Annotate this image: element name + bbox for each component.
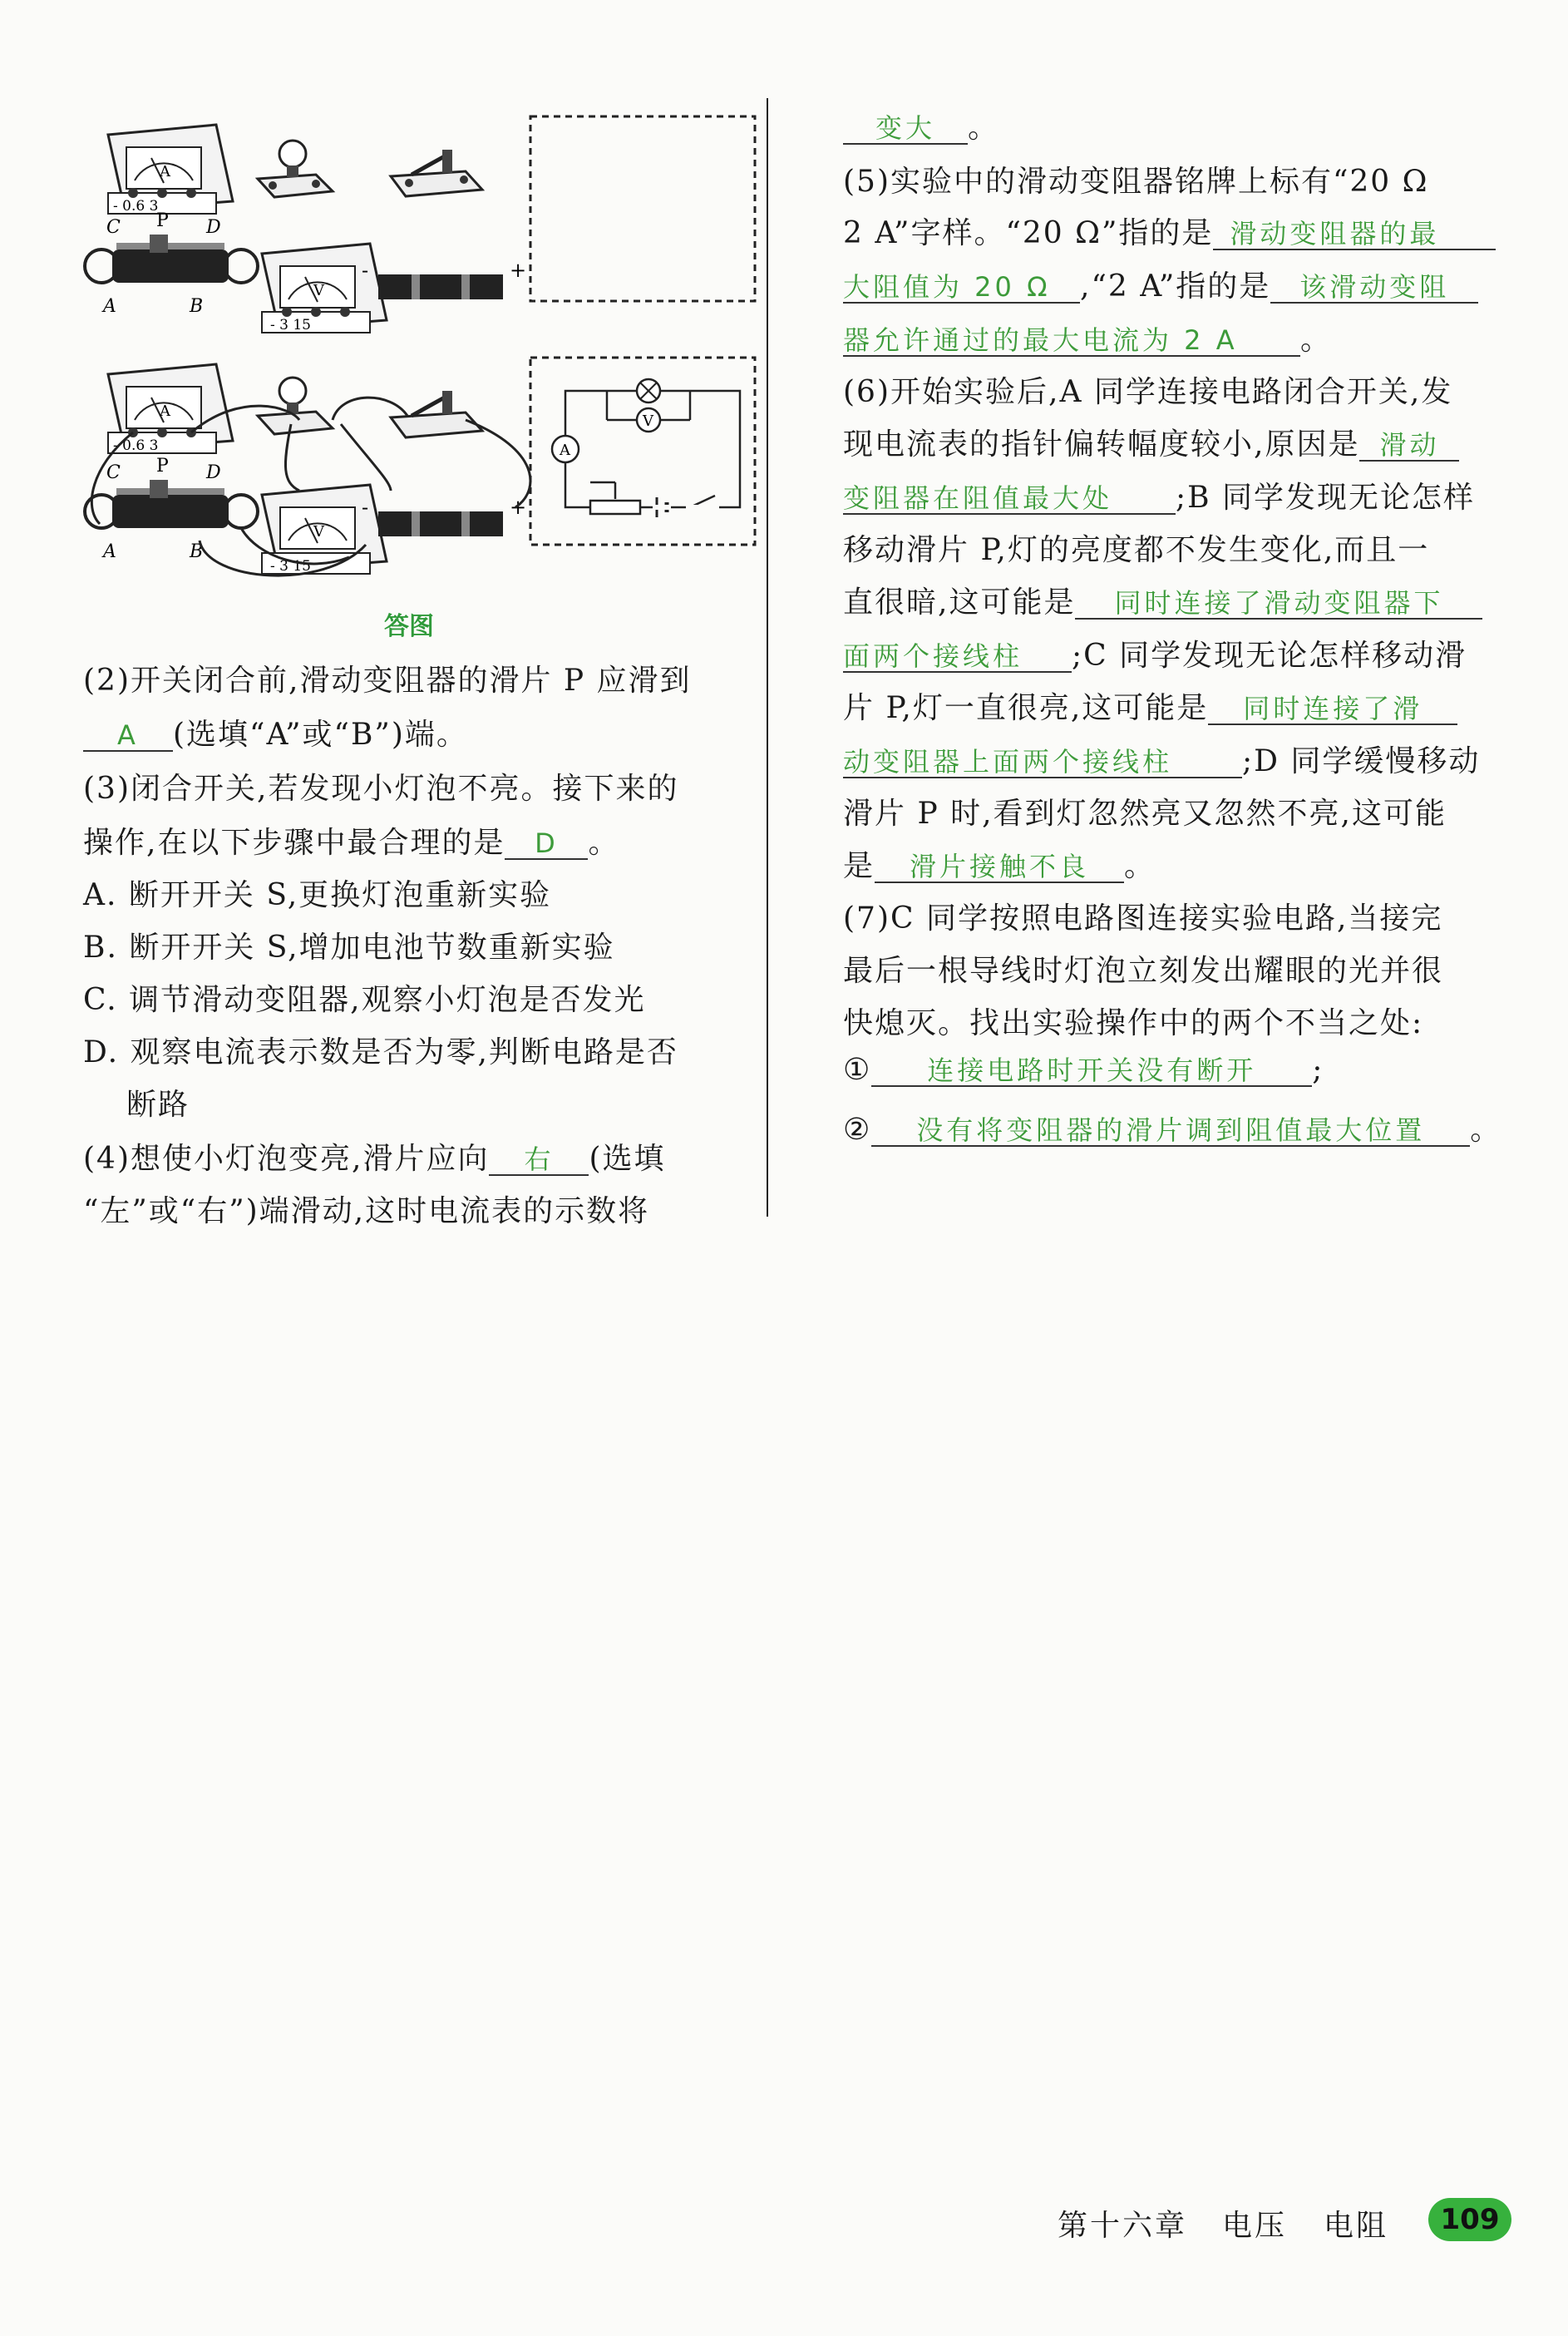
option-c: C. 调节滑动变阻器,观察小灯泡是否发光 xyxy=(83,983,646,1017)
rheostat-bottom xyxy=(85,456,258,562)
dashed-box-top xyxy=(530,116,755,301)
q2-answer: A xyxy=(83,722,173,752)
q6-line8: 动变阻器上面两个接线柱 ;D 同学缓慢移动 xyxy=(843,744,1481,778)
q6-line2: 现电流表的指针偏转幅度较小,原因是 滑动 xyxy=(843,421,1459,463)
voltmeter-top xyxy=(262,244,387,333)
svg-text:-: - xyxy=(362,496,369,519)
q5-answer2a: 该滑动变阻 xyxy=(1270,274,1478,304)
q6-line3: 变阻器在阻值最大处 ;B 同学发现无论怎样 xyxy=(843,481,1476,515)
ammeter-letter: A xyxy=(160,163,170,180)
svg-text:V: V xyxy=(313,523,324,541)
svg-text:-: - xyxy=(362,259,369,282)
figure-caption: 答图 xyxy=(384,612,434,641)
ammeter-bottom xyxy=(108,364,233,454)
q4-line2: “左”或“右”)端滑动,这时电流表的示数将 xyxy=(83,1194,650,1228)
q4-line1: (4)想使小灯泡变亮,滑片应向 右 (选填 xyxy=(83,1142,666,1176)
svg-text:B: B xyxy=(190,296,204,317)
q3-line1: (3)闭合开关,若发现小灯泡不亮。接下来的 xyxy=(83,772,679,806)
q2-line2: A (选填“A”或“B”)端。 xyxy=(83,711,468,753)
q6-answer3a: 同时连接了滑 xyxy=(1208,695,1457,725)
q5-line4: 器允许通过的最大电流为 2 A 。 xyxy=(843,323,1333,357)
ammeter-scale: - 0.6 3 xyxy=(113,198,159,215)
svg-text:A: A xyxy=(560,442,570,459)
q7-answer2: 没有将变阻器的滑片调到阻值最大位置 xyxy=(871,1117,1470,1147)
svg-text:+: + xyxy=(510,259,527,282)
option-d-line2: 断路 xyxy=(126,1088,190,1122)
q6-answer1a: 滑动 xyxy=(1359,432,1459,462)
q6-line6: 面两个接线柱 ;C 同学发现无论怎样移动滑 xyxy=(843,639,1467,673)
option-a: A. 断开开关 S,更换灯泡重新实验 xyxy=(83,878,552,912)
svg-text:A: A xyxy=(160,403,170,420)
q3-answer: D xyxy=(505,830,588,860)
ammeter-top xyxy=(108,125,233,215)
page-number: 109 xyxy=(1428,2198,1511,2241)
q7-answer1: 连接电路时开关没有断开 xyxy=(871,1057,1312,1087)
topic-voltage: 电压 xyxy=(1222,2209,1288,2243)
q5-line1: (5)实验中的滑动变阻器铭牌上标有“20 Ω xyxy=(843,165,1429,199)
q7-answer1-line: ① 连接电路时开关没有断开 ; xyxy=(843,1053,1324,1087)
topic-resistance: 电阻 xyxy=(1324,2209,1389,2243)
q2-line1: (2)开关闭合前,滑动变阻器的滑片 P 应滑到 xyxy=(83,664,692,698)
svg-text:B: B xyxy=(190,541,204,562)
svg-text:D: D xyxy=(206,217,221,238)
svg-text:D: D xyxy=(206,462,221,483)
battery-top xyxy=(362,259,526,299)
svg-text:- 3 15: - 3 15 xyxy=(270,317,311,333)
q5-answer2b: 器允许通过的最大电流为 2 A xyxy=(843,327,1300,357)
chapter-label: 第十六章 xyxy=(1058,2209,1188,2243)
q5-answer1b: 大阻值为 20 Ω xyxy=(843,274,1080,304)
q6-line7: 片 P,灯一直很亮,这可能是 同时连接了滑 xyxy=(843,684,1457,727)
q5-line2: 2 A”字样。“20 Ω”指的是 滑动变阻器的最 xyxy=(843,210,1496,252)
q4-answer1: 右 xyxy=(489,1146,589,1176)
q6-line4: 移动滑片 P,灯的亮度都不发生变化,而且一 xyxy=(843,533,1430,567)
svg-text:V: V xyxy=(643,412,653,430)
q7-line3: 快熄灭。找出实验操作中的两个不当之处: xyxy=(843,1006,1424,1040)
q5-answer1a: 滑动变阻器的最 xyxy=(1213,220,1496,250)
q4-line3: 变大 。 xyxy=(843,104,999,146)
q6-answer4: 滑片接触不良 xyxy=(875,853,1124,883)
switch-bottom xyxy=(391,391,482,437)
circuit-diagram xyxy=(530,358,755,545)
svg-text:+: + xyxy=(510,496,527,519)
svg-text:A: A xyxy=(103,541,116,562)
battery-bottom xyxy=(362,496,526,536)
q6-answer2a: 同时连接了滑动变阻器下 xyxy=(1075,590,1482,620)
q3-line2: 操作,在以下步骤中最合理的是 D 。 xyxy=(83,826,620,860)
q4-answer2: 变大 xyxy=(843,115,968,145)
q6-answer1b: 变阻器在阻值最大处 xyxy=(843,485,1176,515)
svg-text:P: P xyxy=(156,210,169,231)
q6-line5: 直很暗,这可能是 同时连接了滑动变阻器下 xyxy=(843,579,1482,621)
svg-text:V: V xyxy=(313,282,324,299)
svg-text:C: C xyxy=(106,462,121,483)
q7-answer2-line: ② 没有将变阻器的滑片调到阻值最大位置 。 xyxy=(843,1113,1502,1147)
bulb-top xyxy=(258,141,333,197)
rheostat-top xyxy=(85,210,258,317)
q7-line1: (7)C 同学按照电路图连接实验电路,当接完 xyxy=(843,901,1443,936)
option-d-line1: D. 观察电流表示数是否为零,判断电路是否 xyxy=(83,1035,678,1069)
q6-line10: 是 滑片接触不良 。 xyxy=(843,849,1156,883)
circuit-figure xyxy=(75,91,765,599)
svg-text:P: P xyxy=(156,456,169,477)
svg-text:- 3 15: - 3 15 xyxy=(270,558,311,575)
q5-line3: 大阻值为 20 Ω ,“2 A”指的是 该滑动变阻 xyxy=(843,263,1478,305)
svg-text:- 0.6 3: - 0.6 3 xyxy=(113,437,159,454)
svg-text:C: C xyxy=(106,217,121,238)
switch-top xyxy=(391,150,482,196)
q6-answer2b: 面两个接线柱 xyxy=(843,643,1072,673)
option-b: B. 断开开关 S,增加电池节数重新实验 xyxy=(83,931,615,965)
q6-line1: (6)开始实验后,A 同学连接电路闭合开关,发 xyxy=(843,375,1453,409)
q6-answer3b: 动变阻器上面两个接线柱 xyxy=(843,748,1242,778)
svg-text:A: A xyxy=(103,296,116,317)
q6-line9: 滑片 P 时,看到灯忽然亮又忽然不亮,这可能 xyxy=(843,797,1447,831)
column-divider xyxy=(767,98,768,1217)
q7-line2: 最后一根导线时灯泡立刻发出耀眼的光并很 xyxy=(843,954,1444,988)
